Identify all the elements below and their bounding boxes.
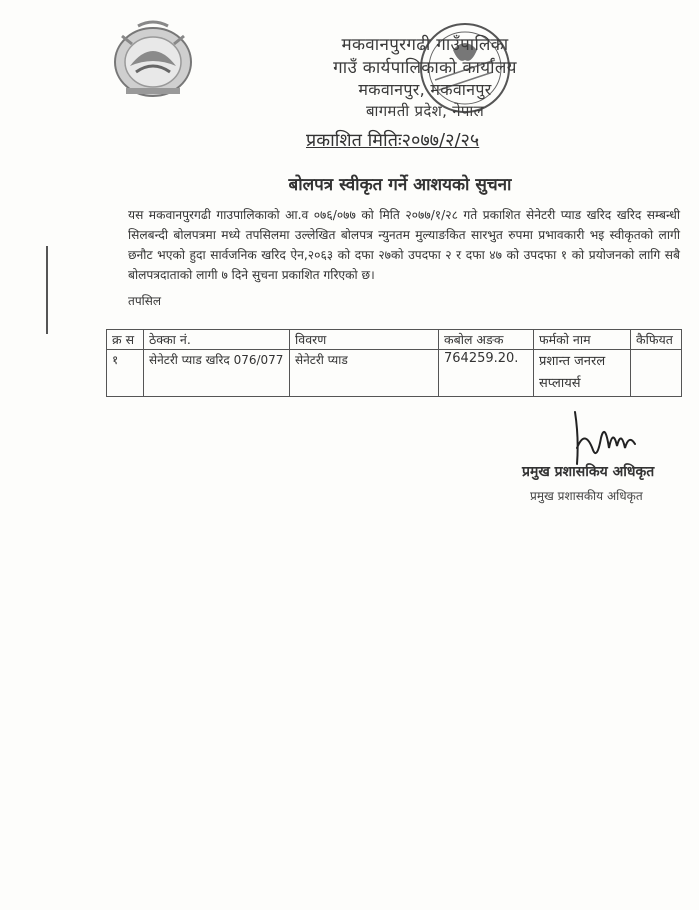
notice-body: यस मकवानपुरगढी गाउपालिकाको आ.व ०७६/०७७ को मिति २०७७/१/२८ गते प्रकाशित सेनेटरी प्याड खरिद खरिद सम्बन्धी सिलबन्दी बोलपत्रमा मध्ये तपसिलमा उल्लेखित बोलपत्र न्युनतम मुल्याङकित सारभुत रुपमा प्रभावकारी भइ स्वीकृतको लागी छनौट भएको हुदा सार्वजनिक खरिद ऐन,२०६३ को दफा २७को उपदफा २ र दफा ४७ को उपदफा १ को प्रयोजनको लागि सबै बोलपत्रदाताको लागी ७ दिने सुचना प्रकाशित गरिएको छ।: [128, 208, 680, 282]
bid-table: [106, 329, 682, 397]
notice-title: बोलपत्र स्वीकृत गर्ने आशयको सुचना: [288, 175, 512, 195]
cell-bid-amount: 764259.20.: [439, 350, 534, 397]
header-municipality-name: मकवानपुरगढी गाउँपालिका: [341, 35, 509, 55]
cell-contract-no: सेनेटरी प्याड खरिद 076/077: [144, 350, 290, 397]
header-office-name: गाउँ कार्यपालिकाको कार्यालय: [333, 58, 517, 78]
cell-description: सेनेटरी प्याड: [290, 350, 439, 397]
cell-firm-name: प्रशान्त जनरल सप्लायर्स: [534, 350, 631, 397]
header-location: मकवानपुर, मकवानपुर: [358, 80, 492, 99]
col-header-description: विवरण: [290, 330, 439, 350]
handwritten-signature: [565, 408, 645, 468]
publish-date: प्रकाशित मितिः२०७७/२/२५: [306, 130, 480, 151]
signatory-designation: प्रमुख प्रशासकिय अधिकृत: [522, 464, 655, 480]
header-province: बागमती प्रदेश, नेपाल: [365, 102, 485, 120]
table-header-row: [107, 330, 682, 350]
col-header-firm-name: फर्मको नाम: [534, 330, 631, 350]
col-header-remarks: कैफियत: [631, 330, 682, 350]
col-header-contract-no: ठेक्का नं.: [144, 330, 290, 350]
cell-sn: १: [107, 350, 144, 397]
col-header-bid-amount: कबोल अङक: [439, 330, 534, 350]
tapasil-label: तपसिल: [128, 294, 162, 308]
designation-stamp-text: प्रमुख प्रशासकीय अधिकृत: [530, 489, 643, 503]
scan-margin-line: [46, 246, 48, 334]
col-header-sn: क्र स: [107, 330, 144, 350]
table-row: [107, 350, 682, 397]
cell-remarks: [631, 350, 682, 397]
nepal-emblem-logo: [108, 16, 198, 102]
